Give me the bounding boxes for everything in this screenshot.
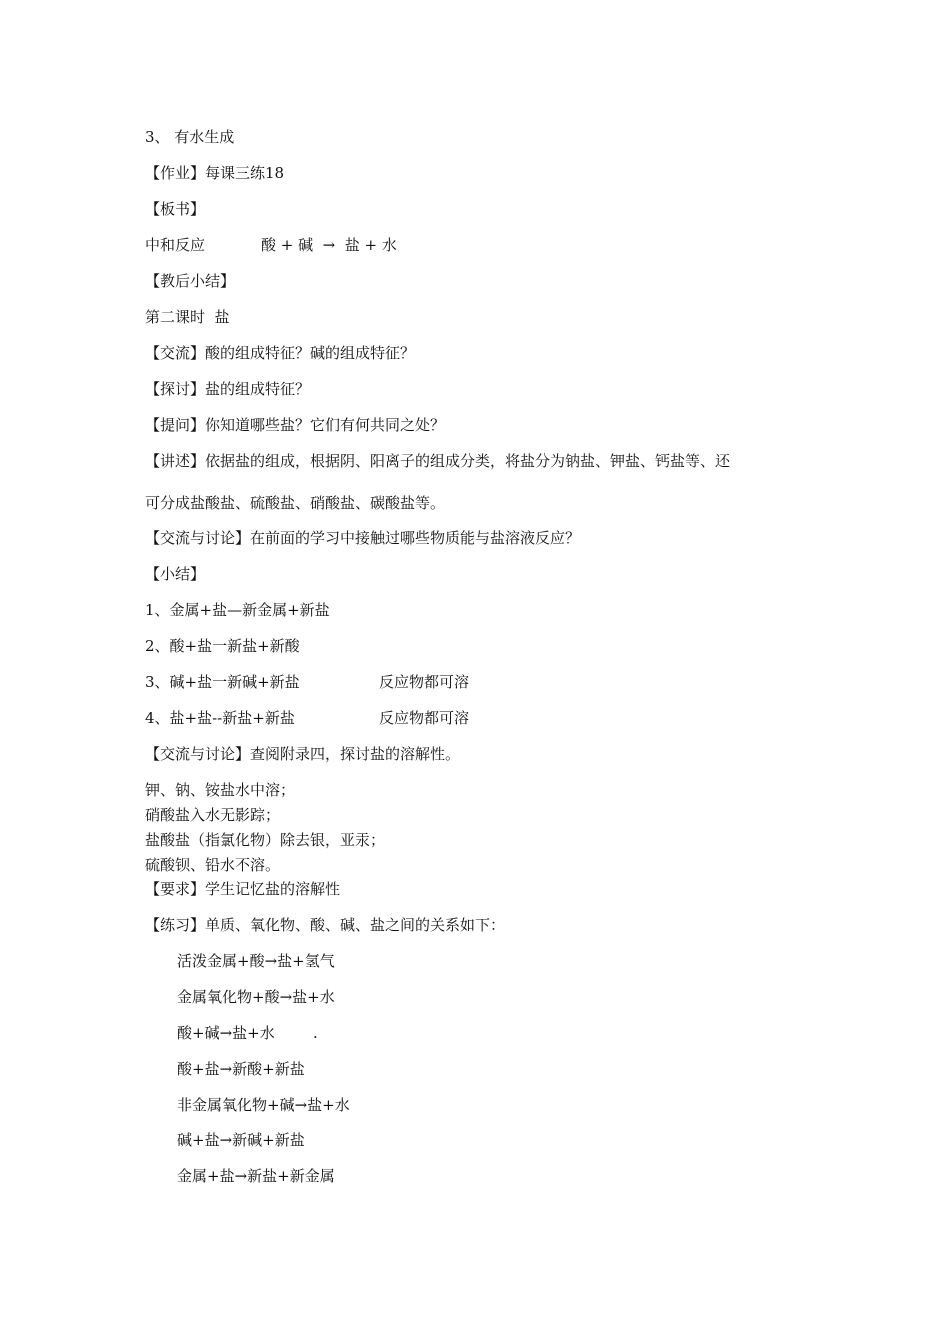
relation-item: 活泼金属+酸→盐+氢气 <box>177 952 335 970</box>
text-line: 【交流】酸的组成特征？碱的组成特征？ <box>145 344 416 362</box>
board-heading: 【板书】 <box>145 200 206 218</box>
relation-item <box>177 1024 577 1042</box>
relation-item: 金属+盐→新盐+新金属 <box>177 1167 335 1185</box>
summary-item <box>145 673 845 691</box>
neutralization-equation: 酸 + 碱 → 盐 + 水 <box>261 236 397 254</box>
lesson-title: 第二课时 盐 <box>145 308 230 326</box>
summary-item-note: 反应物都可溶 <box>379 673 470 691</box>
summary-item-text: 4、盐+盐--新盐+新盐 <box>145 709 295 727</box>
relation-item: 酸+盐→新酸+新盐 <box>177 1060 305 1078</box>
text-line: 【提问】你知道哪些盐？它们有何共同之处？ <box>145 416 446 434</box>
text-line: 【讲述】依据盐的组成，根据阴、阳离子的组成分类，将盐分为钠盐、钾盐、钙盐等、还 <box>145 452 731 470</box>
text-line: 【交流与讨论】在前面的学习中接触过哪些物质能与盐溶液反应？ <box>145 529 581 547</box>
summary-item-note: 反应物都可溶 <box>379 709 470 727</box>
text-line: 3、 有水生成 <box>145 128 235 146</box>
reflection-heading: 【教后小结】 <box>145 272 236 290</box>
rhyme-line: 钾、钠、铵盐水中溶； <box>145 781 296 799</box>
rhyme-line: 盐酸盐（指氯化物）除去银，亚汞； <box>145 831 386 849</box>
summary-item: 2、酸+盐一新盐+新酸 <box>145 637 300 655</box>
text-line: 可分成盐酸盐、硫酸盐、硝酸盐、碳酸盐等。 <box>145 494 446 512</box>
stray-dot: . <box>313 1024 318 1042</box>
text-line: 【要求】学生记忆盐的溶解性 <box>145 880 341 898</box>
summary-heading: 【小结】 <box>145 565 206 583</box>
relation-item: 非金属氧化物+碱→盐+水 <box>177 1096 350 1114</box>
text-line: 【交流与讨论】查阅附录四，探讨盐的溶解性。 <box>145 745 461 763</box>
relation-item: 金属氧化物+酸→盐+水 <box>177 988 335 1006</box>
relation-item: 碱+盐→新碱+新盐 <box>177 1131 305 1149</box>
neutralization-label: 中和反应 <box>145 236 206 254</box>
text-line: 【探讨】盐的组成特征？ <box>145 380 311 398</box>
rhyme-line: 硝酸盐入水无影踪； <box>145 806 281 824</box>
relation-item-text: 酸+碱→盐+水 <box>177 1024 275 1042</box>
summary-item: 1、金属+盐—新金属+新盐 <box>145 601 330 619</box>
rhyme-line: 硫酸钡、铅水不溶。 <box>145 856 281 874</box>
summary-item-text: 3、碱+盐一新碱+新盐 <box>145 673 300 691</box>
homework-line: 【作业】每课三练18 <box>145 164 285 182</box>
neutralization-line <box>145 236 845 254</box>
exercise-heading: 【练习】单质、氧化物、酸、碱、盐之间的关系如下： <box>145 916 506 934</box>
summary-item <box>145 709 845 727</box>
